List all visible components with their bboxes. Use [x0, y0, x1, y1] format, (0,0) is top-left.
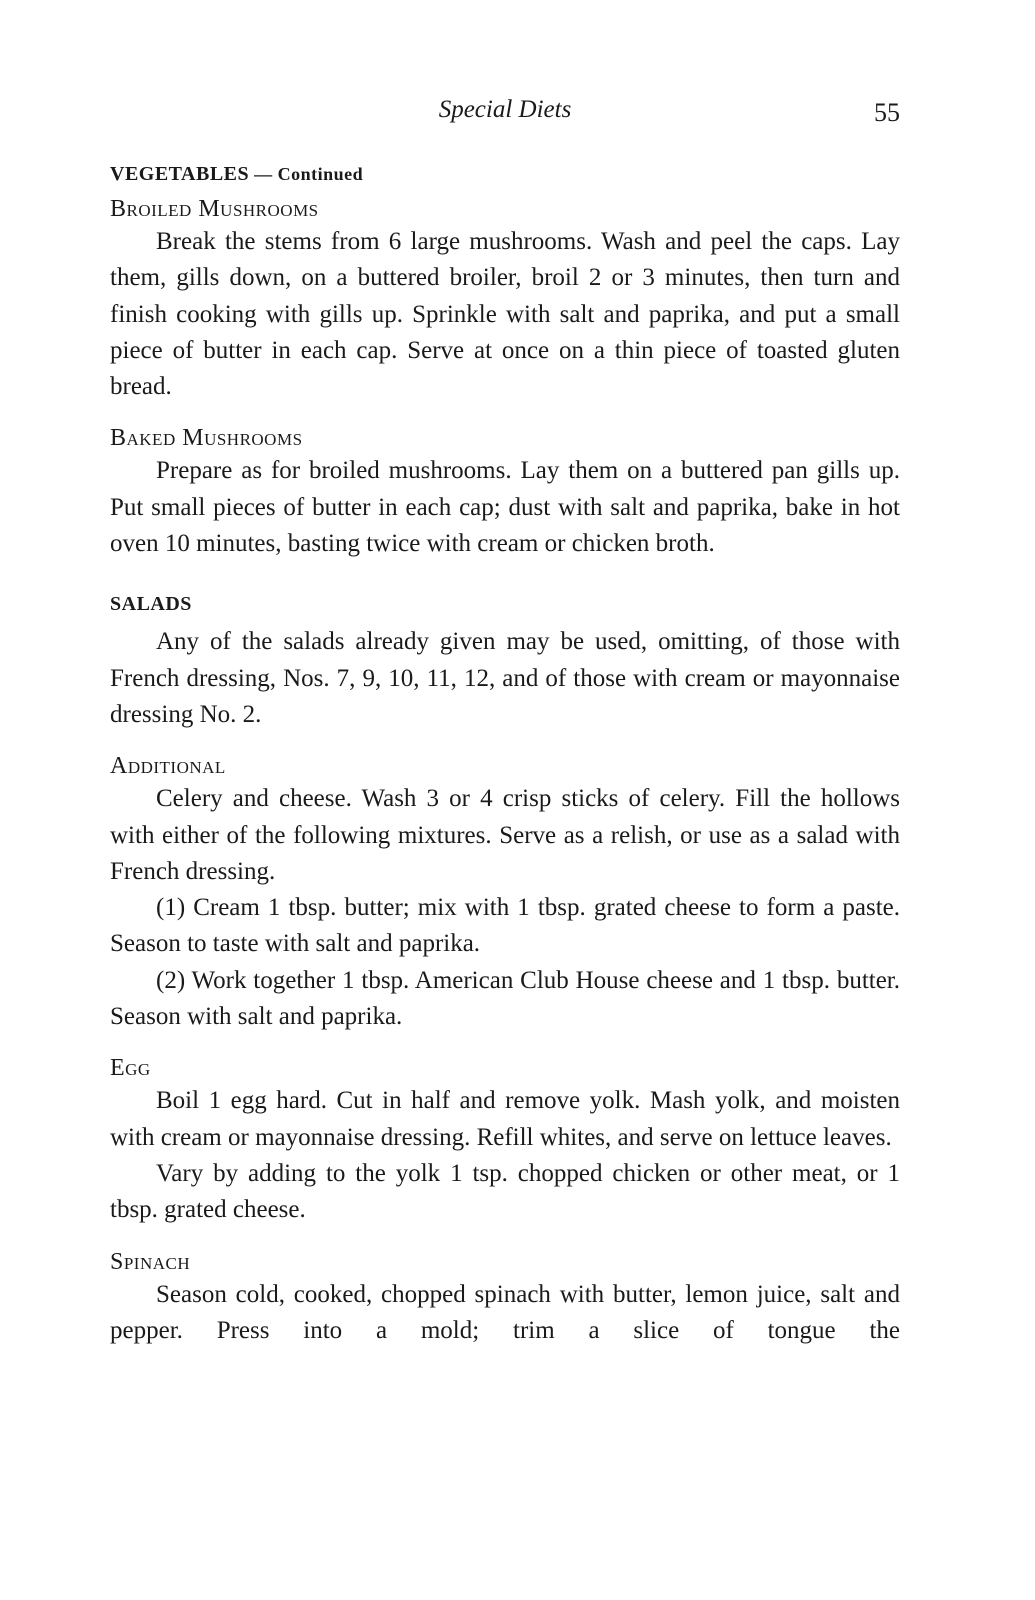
- running-header: [110, 96, 900, 136]
- paragraph: Boil 1 egg hard. Cut in half and remove yolk. Mash yolk, and moisten with cream or mayonnaise dressing. Refill whites, and serve on lettuce leaves.: [110, 1087, 900, 1151]
- recipe-title-spinach: Spinach: [110, 1248, 191, 1275]
- recipe-title-egg: Egg: [110, 1055, 151, 1082]
- paragraph: Season cold, cooked, chopped spinach with butter, lemon juice, salt and pepper. Press into a mold; trim a slice of tongue the: [110, 1280, 900, 1344]
- continued-label: — Continued: [249, 164, 364, 184]
- running-title: Special Diets: [438, 96, 572, 123]
- paragraph: Celery and cheese. Wash 3 or 4 crisp sticks of celery. Fill the hollows with either of the following mixtures. Serve as a relish, or use as a salad with French dressing.: [110, 785, 900, 885]
- paragraph: Prepare as for broiled mushrooms. Lay them on a buttered pan gills up. Put small pieces of butter in each cap; dust with salt and paprika, bake in hot oven 10 minutes, basting twice with cream or chicken broth.: [110, 457, 900, 558]
- section-heading-text: VEGETABLES: [110, 163, 250, 185]
- section-heading-salads: SALADS: [110, 593, 192, 616]
- paragraph: Break the stems from 6 large mushrooms. Wash and peel the caps. Lay them, gills down, on a buttered broiler, broil 2 or 3 minutes, then turn and finish cooking with gills up. Sprinkle with salt and paprika, and put a small piece of butter in each cap. Serve at once on a thin piece of toasted gluten bread.: [110, 228, 900, 401]
- paragraph: Vary by adding to the yolk 1 tsp. chopped chicken or other meat, or 1 tbsp. grated cheese.: [110, 1159, 900, 1224]
- section-heading-vegetables: [110, 160, 900, 188]
- book-page: [110, 96, 900, 1349]
- paragraph: (2) Work together 1 tbsp. American Club House cheese and 1 tbsp. butter. Season with salt and paprika.: [110, 966, 900, 1031]
- recipe-title-broiled-mushrooms: Broiled Mushrooms: [110, 196, 319, 222]
- paragraph: (1) Cream 1 tbsp. butter; mix with 1 tbsp. grated cheese to form a paste. Season to taste with salt and paprika.: [110, 894, 900, 958]
- paragraph: Any of the salads already given may be used, omitting, of those with French dressing, Nos. 7, 9, 10, 11, 12, and of those with cream or mayonnaise dressing No. 2.: [110, 628, 900, 728]
- page-number: 55: [874, 98, 900, 127]
- recipe-title-additional: Additional: [110, 753, 226, 780]
- recipe-title-baked-mushrooms: Baked Mushrooms: [110, 425, 303, 452]
